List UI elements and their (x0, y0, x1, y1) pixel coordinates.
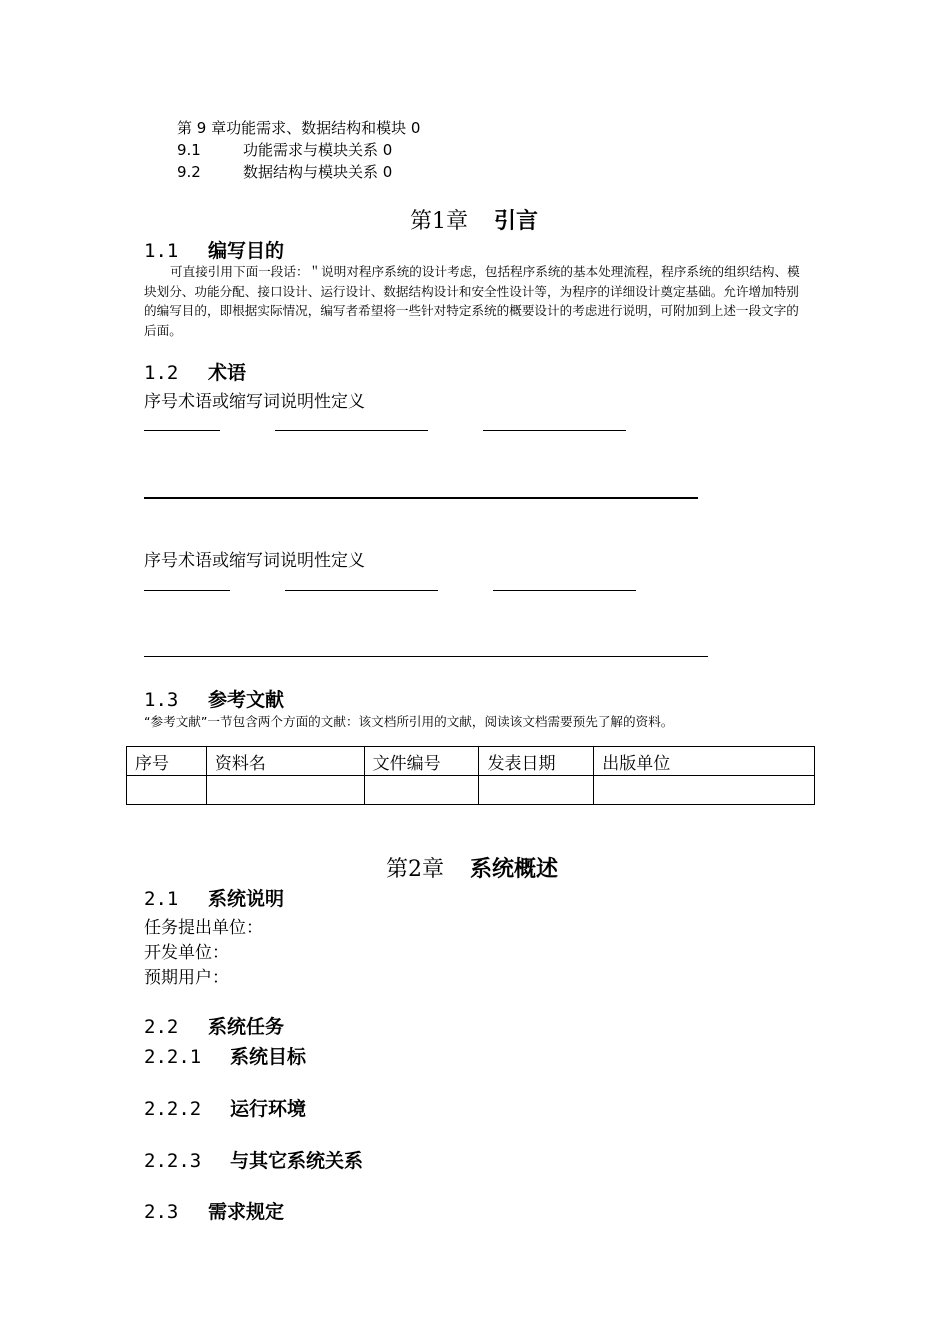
blank-line (144, 656, 708, 657)
blank-line (144, 430, 220, 431)
field-label: 任务提出单位： (144, 918, 263, 938)
section-number: 2.3 (144, 1201, 179, 1223)
toc-item[interactable] (177, 139, 392, 160)
table-header-cell: 文件编号 (364, 747, 479, 776)
section-2-2-1-heading (144, 1042, 306, 1069)
chapter-2-heading (386, 852, 558, 883)
section-title: 运行环境 (230, 1098, 307, 1120)
table-header-cell: 发表日期 (479, 747, 594, 776)
section-2-1-heading (144, 884, 284, 911)
chapter-number: 第1章 (410, 209, 468, 234)
table-header-cell: 序号 (127, 747, 207, 776)
toc-item-text: 功能需求与模块关系 0 (243, 141, 393, 159)
section-number: 2.1 (144, 888, 179, 910)
table-header-cell: 资料名 (206, 747, 364, 776)
table-header-cell: 出版单位 (594, 747, 815, 776)
section-title: 需求规定 (208, 1201, 285, 1223)
section-2-2-heading (144, 1012, 284, 1039)
table-cell[interactable] (206, 776, 364, 805)
table-row (127, 776, 815, 805)
blank-line (144, 590, 230, 591)
toc-chapter-9[interactable]: 第 9 章功能需求、数据结构和模块 0 (177, 119, 421, 137)
section-1-2-heading (144, 358, 246, 385)
section-title: 与其它系统关系 (230, 1150, 364, 1172)
section-2-2-2-heading (144, 1094, 306, 1121)
section-title: 系统任务 (208, 1016, 285, 1038)
table-cell[interactable] (127, 776, 207, 805)
references-table (126, 746, 815, 805)
blank-line (275, 430, 428, 431)
table-cell[interactable] (364, 776, 479, 805)
toc-item-number: 9.1 (177, 141, 201, 159)
field-label: 开发单位： (144, 943, 229, 963)
field-label: 预期用户： (144, 968, 229, 988)
section-1-1-heading (144, 236, 284, 263)
section-number: 1.1 (144, 240, 179, 262)
section-1-3-heading (144, 685, 284, 712)
section-number: 2.2.3 (144, 1150, 202, 1172)
toc-item[interactable] (177, 161, 392, 182)
section-title: 系统说明 (208, 888, 285, 910)
section-title: 编写目的 (208, 240, 285, 262)
section-1-1-paragraph: 可直接引用下面一段话：＂说明对程序系统的设计考虑，包括程序系统的基本处理流程，程序系统的组织结构、模块划分、功能分配、接口设计、运行设计、数据结构设计和安全性设计等，为程序的详细设计奠定基础。允许增加特别的编写目的，即根据实际情况，编写者希望将一些针对特定系统的概要设计的考虑进行说明，可附加到上述一段文字的后面。 (144, 264, 800, 338)
section-1-3-paragraph: “参考文献”一节包含两个方面的文献：该文档所引用的文献，阅读该文档需要预先了解的资料。 (144, 714, 674, 729)
section-number: 2.2.1 (144, 1046, 202, 1068)
chapter-1-heading (410, 204, 538, 235)
blank-line (144, 497, 698, 499)
term-row-label: 序号术语或缩写词说明性定义 (144, 551, 365, 571)
blank-line (285, 590, 438, 591)
toc-item-text: 数据结构与模块关系 0 (243, 163, 393, 181)
section-number: 1.3 (144, 689, 179, 711)
section-title: 参考文献 (208, 689, 285, 711)
section-2-3-heading (144, 1197, 284, 1224)
section-number: 2.2 (144, 1016, 179, 1038)
section-title: 术语 (208, 362, 247, 384)
chapter-title: 引言 (494, 209, 539, 234)
section-number: 1.2 (144, 362, 179, 384)
table-cell[interactable] (479, 776, 594, 805)
blank-line (493, 590, 636, 591)
blank-line (483, 430, 626, 431)
table-cell[interactable] (594, 776, 815, 805)
chapter-number: 第2章 (386, 857, 444, 882)
section-title: 系统目标 (230, 1046, 307, 1068)
section-number: 2.2.2 (144, 1098, 202, 1120)
section-2-2-3-heading (144, 1146, 363, 1173)
toc-item-number: 9.2 (177, 163, 201, 181)
table-header-row (127, 747, 815, 776)
term-row-label: 序号术语或缩写词说明性定义 (144, 392, 365, 412)
chapter-title: 系统概述 (470, 857, 559, 882)
